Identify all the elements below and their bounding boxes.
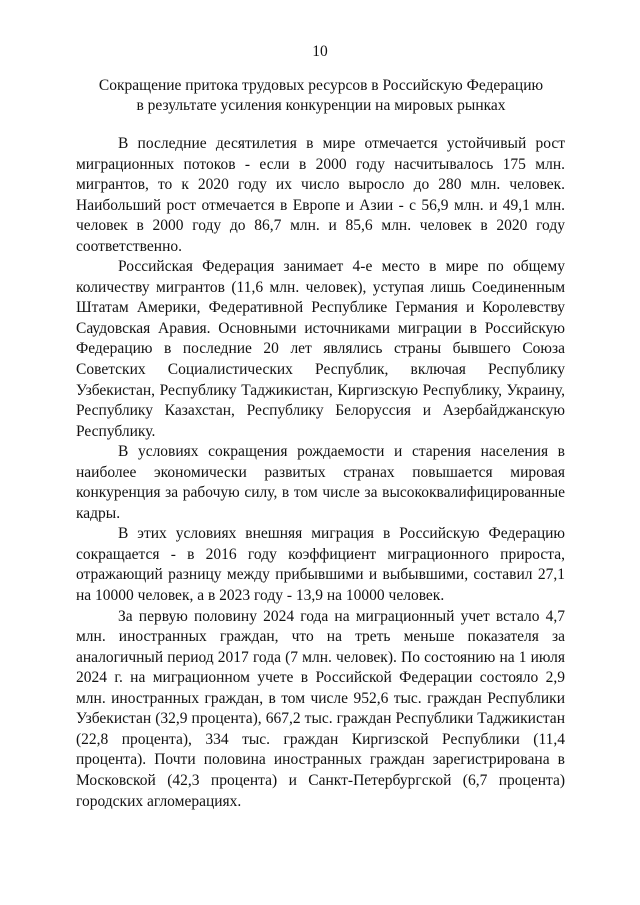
- section-title-line-2: в результате усиления конкуренции на мировых рынках: [136, 97, 506, 114]
- section-title: [76, 76, 566, 116]
- section-title-line-1: Сокращение притока трудовых ресурсов в Российскую Федерацию: [98, 77, 544, 94]
- page-number: 10: [312, 43, 328, 60]
- paragraph-russia-ranking: Российская Федерация занимает 4-е место в мире по общему количеству мигрантов (11,6 млн. человек), уступая лишь Соединенным Штатам Америки, Федеративной Республике Германия и Королевству Саудовская Аравия. Основными источниками миграции в Российскую Федерацию в последние 20 лет являлись страны бывшего Союза Советских Социалистических Республик, включая Республику Узбекистан, Республику Таджикистан, Киргизскую Республику, Украину, Республику Казахстан, Республику Белоруссия и Азербайджанскую Республику.: [76, 258, 565, 440]
- paragraph-migration-growth: В последние десятилетия в мире отмечается устойчивый рост миграционных потоков - если в 2000 году насчитывалось 175 млн. мигрантов, то к 2020 году их число выросло до 280 млн. человек. Наибольший рост отмечается в Европе и Азии - с 56,9 млн. и 49,1 млн. человек в 2000 году до 86,7 млн. и 85,6 млн. человек в 2020 году соответственно.: [76, 135, 565, 255]
- paragraph-registration-stats: За первую половину 2024 года на миграционный учет встало 4,7 млн. иностранных граждан, что на треть меньше показателя за аналогичный период 2017 года (7 млн. человек). По состоянию на 1 июля 2024 г. на миграционном учете в Российской Федерации состояло 2,9 млн. иностранных граждан, в том числе 952,6 тыс. граждан Республики Узбекистан (32,9 процента), 667,2 тыс. граждан Республики Таджикистан (22,8 процента), 334 тыс. граждан Киргизской Республики (11,4 процента). Почти половина иностранных граждан зарегистрирована в Московской (42,3 процента) и Санкт-Петербургской (6,7 процента) городских агломерациях.: [76, 607, 565, 810]
- paragraph-migration-decline: В этих условиях внешняя миграция в Российскую Федерацию сокращается - в 2016 году коэффициент миграционного прироста, отражающий разницу между прибывшими и выбывшими, составил 27,1 на 10000 человек, а в 2023 году - 13,9 на 10000 человек.: [76, 525, 565, 605]
- body-text: [76, 134, 565, 812]
- paragraph-labor-competition: В условиях сокращения рождаемости и старения населения в наиболее экономически развитых странах повышается мировая конкуренция за рабочую силу, в том числе за высококвалифицированные кадры.: [76, 443, 565, 522]
